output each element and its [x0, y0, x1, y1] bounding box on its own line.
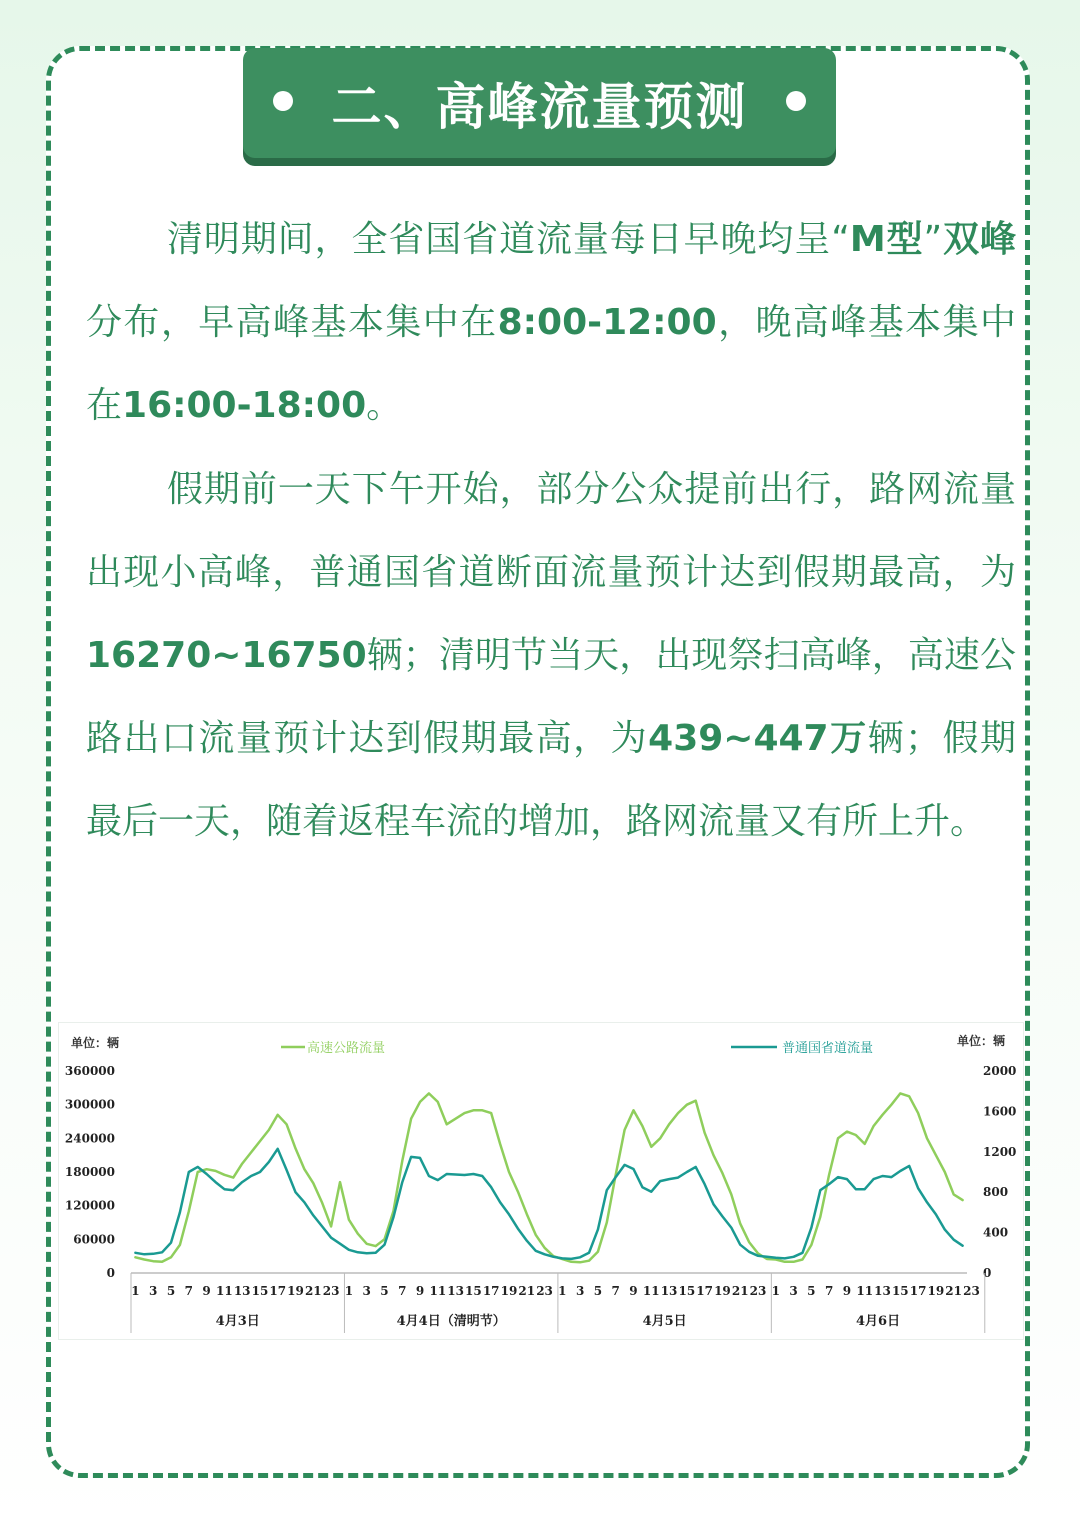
y-left-tick-label: 0	[106, 1266, 115, 1280]
text-run: 清明期间，全省国省道流量每日早晚均呈“	[166, 219, 850, 260]
y-left-tick-label: 180000	[64, 1165, 115, 1179]
legend-highway-label: 高速公路流量	[307, 1041, 386, 1056]
y-right-tick-label: 800	[983, 1185, 1009, 1200]
legend-national-label: 普通国省道流量	[782, 1041, 874, 1056]
bold-run: 双峰	[942, 219, 1016, 260]
bold-run: 8:00-12:00	[497, 302, 717, 343]
x-hour-tick-label: 1	[771, 1284, 780, 1298]
x-hour-tick-label: 15	[891, 1284, 909, 1298]
x-hour-tick-label: 17	[269, 1284, 287, 1298]
x-hour-tick-label: 3	[362, 1284, 371, 1298]
bold-run: 16:00-18:00	[122, 385, 367, 426]
text-run: ”	[923, 219, 943, 260]
y-left-tick-label: 300000	[64, 1097, 115, 1112]
x-hour-tick-label: 17	[909, 1284, 927, 1298]
x-day-label: 4月4日（清明节）	[396, 1314, 506, 1329]
y-left-tick-label: 120000	[64, 1198, 115, 1213]
x-hour-tick-label: 1	[131, 1284, 140, 1298]
y-right-tick-label: 1600	[983, 1104, 1017, 1119]
x-hour-tick-label: 21	[304, 1284, 322, 1298]
y-left-tick-label: 60000	[73, 1232, 115, 1247]
x-hour-tick-label: 15	[678, 1284, 696, 1298]
x-hour-tick-label: 13	[660, 1284, 678, 1298]
x-hour-tick-label: 3	[149, 1284, 158, 1298]
x-hour-tick-label: 15	[251, 1284, 269, 1298]
x-day-label: 4月5日	[642, 1314, 687, 1329]
x-hour-tick-label: 3	[575, 1284, 585, 1298]
x-hour-tick-label: 21	[518, 1284, 536, 1298]
x-hour-tick-label: 9	[202, 1284, 211, 1298]
x-hour-tick-label: 1	[558, 1284, 567, 1298]
x-hour-tick-label: 7	[398, 1284, 407, 1298]
x-hour-tick-label: 15	[465, 1284, 482, 1298]
y-right-tick-label: 1200	[983, 1144, 1017, 1159]
x-hour-tick-label: 19	[714, 1284, 731, 1298]
x-hour-tick-label: 17	[482, 1284, 500, 1298]
x-hour-tick-label: 11	[216, 1284, 233, 1298]
x-hour-tick-label: 19	[287, 1284, 304, 1298]
x-hour-tick-label: 11	[856, 1284, 874, 1298]
x-hour-tick-label: 9	[629, 1284, 638, 1298]
x-day-label: 4月6日	[856, 1314, 901, 1329]
bullet-dot-icon	[786, 91, 806, 111]
x-hour-tick-label: 11	[642, 1284, 660, 1298]
x-hour-tick-label: 5	[807, 1284, 816, 1298]
x-hour-tick-label: 23	[749, 1284, 767, 1298]
x-day-label: 4月3日	[215, 1314, 260, 1329]
x-hour-tick-label: 1	[344, 1284, 354, 1298]
x-hour-tick-label: 5	[166, 1284, 176, 1298]
x-hour-tick-label: 21	[945, 1284, 963, 1298]
x-hour-tick-label: 13	[233, 1284, 251, 1298]
x-hour-tick-label: 19	[927, 1284, 945, 1298]
x-hour-tick-label: 23	[322, 1284, 340, 1298]
text-run: 辆；假期最后一天，随着返程车流的增加，路网流量又有所上升。	[86, 718, 1016, 842]
x-hour-tick-label: 11	[429, 1284, 447, 1298]
right-unit-label: 单位：辆	[957, 1034, 1006, 1048]
text-run: 假期前一天下午开始，部分公众提前出行，路网流量出现小高峰，普通国省道断面流量预计达到假期最高，为	[86, 469, 1016, 593]
chart-svg	[59, 1023, 1023, 1339]
text-run: 。	[366, 385, 403, 426]
x-hour-tick-label: 17	[696, 1284, 713, 1298]
x-hour-tick-label: 19	[500, 1284, 518, 1298]
x-hour-tick-label: 5	[380, 1284, 389, 1298]
x-hour-tick-label: 3	[789, 1284, 798, 1298]
left-unit-label: 单位：辆	[71, 1036, 120, 1050]
national-road-flow-line	[135, 1149, 962, 1259]
x-hour-tick-label: 7	[824, 1284, 834, 1298]
x-hour-tick-label: 21	[731, 1284, 749, 1298]
y-right-tick-label: 2000	[983, 1064, 1017, 1078]
bold-run: 16270~16750	[86, 635, 367, 676]
x-hour-tick-label: 5	[593, 1284, 603, 1298]
section-title-banner	[243, 48, 836, 158]
section-title: 二、高峰流量预测	[331, 78, 748, 136]
y-right-tick-label: 400	[983, 1225, 1009, 1240]
text-run: 辆；清明节当天，出现祭扫高峰，高速公路出口流量预计达到假期最高，为	[86, 635, 1016, 759]
y-left-tick-label: 360000	[64, 1064, 115, 1078]
x-hour-tick-label: 7	[184, 1284, 193, 1298]
x-hour-tick-label: 7	[611, 1284, 620, 1298]
y-right-tick-label: 0	[983, 1266, 992, 1280]
bold-run: 439~447万	[648, 718, 868, 759]
x-hour-tick-label: 9	[415, 1284, 425, 1298]
text-run: ，晚高峰基本集中在	[86, 302, 1016, 426]
y-left-tick-label: 240000	[64, 1131, 115, 1146]
x-hour-tick-label: 9	[842, 1284, 852, 1298]
traffic-line-chart	[58, 1022, 1024, 1340]
text-run: 分布，早高峰基本集中在	[86, 302, 498, 343]
bullet-dot-icon	[273, 91, 293, 111]
bold-run: M型	[849, 219, 924, 260]
x-hour-tick-label: 13	[447, 1284, 464, 1298]
x-hour-tick-label: 23	[963, 1284, 980, 1298]
x-hour-tick-label: 23	[536, 1284, 553, 1298]
x-hour-tick-label: 13	[874, 1284, 891, 1298]
paragraph-peak-pattern	[86, 198, 1016, 447]
paragraph-holiday-forecast	[86, 448, 1016, 863]
